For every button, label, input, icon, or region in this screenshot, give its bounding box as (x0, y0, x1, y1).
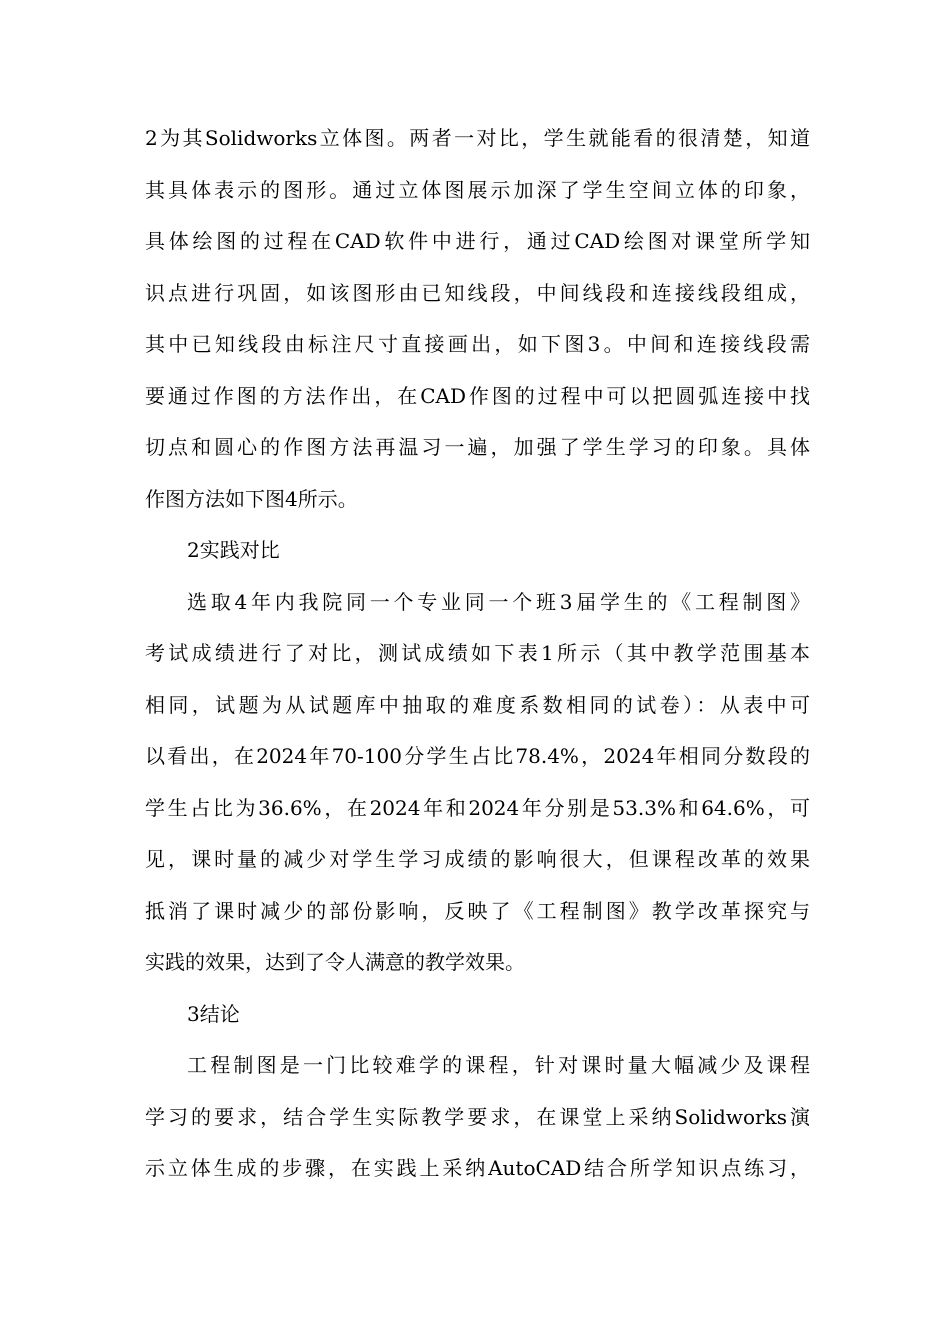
paragraph-figure-description (145, 118, 810, 530)
text-line: 要通过作图的方法作出，在CAD作图的过程中可以把圆弧连接中找 (145, 383, 810, 408)
text-line: 具体绘图的过程在CAD软件中进行，通过CAD绘图对课堂所学知 (145, 229, 810, 253)
document-body (145, 118, 810, 1200)
text-line: 示立体生成的步骤，在实践上采纳AutoCAD结合所学知识点练习， (145, 1156, 810, 1180)
text-line: 考试成绩进行了对比，测试成绩如下表1所示（其中教学范围基本 (145, 641, 810, 665)
text-line: 抵消了课时减少的部份影响，反映了《工程制图》教学改革探究与 (145, 898, 810, 923)
text-line: 实践的效果，达到了令人满意的教学效果。 (145, 950, 525, 974)
text-line: 学生占比为36.6%，在2024年和2024年分别是53.3%和64.6%，可 (145, 795, 810, 820)
text-line: 其具体表示的图形。通过立体图展示加深了学生空间立体的印象， (145, 177, 810, 202)
text-line: 其中已知线段由标注尺寸直接画出，如下图3。中间和连接线段需 (145, 332, 810, 356)
section-heading-conclusion: 3结论 (187, 1001, 240, 1026)
text-line: 工程制图是一门比较难学的课程，针对课时量大幅减少及课程 (187, 1053, 810, 1077)
text-line: 选取4年内我院同一个专业同一个班3届学生的《工程制图》 (187, 589, 810, 614)
text-line: 以看出，在2024年70-100分学生占比78.4%，2024年相同分数段的 (145, 744, 810, 768)
text-line: 学习的要求，结合学生实际教学要求，在课堂上采纳Solidworks演 (145, 1104, 810, 1129)
text-line: 作图方法如下图4所示。 (145, 486, 358, 511)
paragraph-conclusion (145, 1045, 810, 1200)
text-line: 识点进行巩固，如该图形由已知线段，中间线段和连接线段组成， (145, 280, 810, 305)
paragraph-practice-comparison (145, 582, 810, 994)
text-line: 2为其Solidworks立体图。两者一对比，学生就能看的很清楚，知道 (145, 126, 810, 150)
text-line: 相同，试题为从试题库中抽取的难度系数相同的试卷）：从表中可 (145, 692, 810, 717)
text-line: 切点和圆心的作图方法再温习一遍，加强了学生学习的印象。具体 (145, 435, 810, 459)
text-line: 见，课时量的减少对学生学习成绩的影响很大，但课程改革的效果 (145, 847, 810, 871)
section-heading-practice: 2实践对比 (187, 538, 280, 562)
